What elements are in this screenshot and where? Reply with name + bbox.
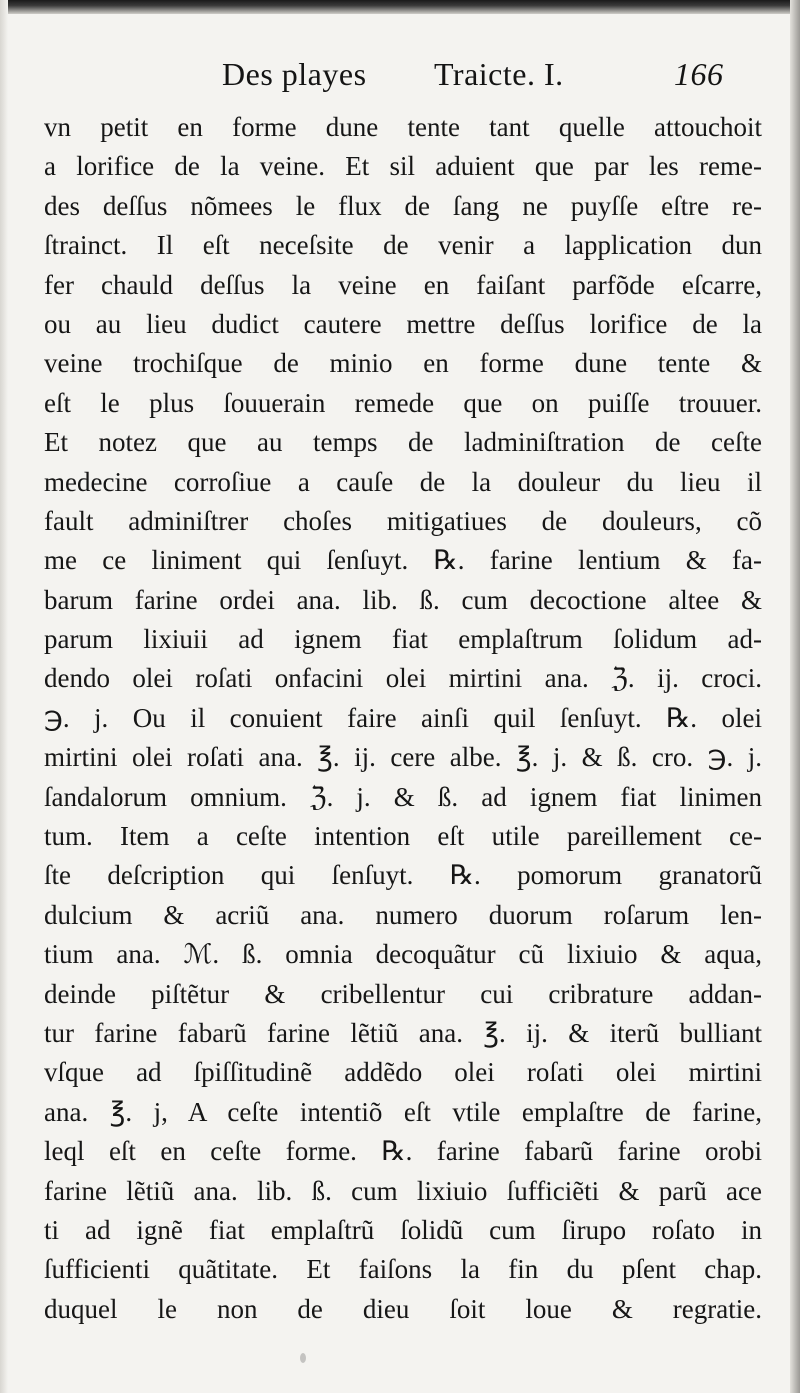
body-text [44,108,762,1329]
text-line: Et notez que au temps de ladminiſtration de ceſte [44,427,762,458]
text-line: des deſſus nõmees le flux de ſang ne puyſſe eſtre re- [44,190,762,221]
page-left-shadow [0,0,8,1393]
page-top-shadow [0,0,800,14]
page-number: 166 [674,56,724,92]
text-line: tum. Item a ceſte intention eſt utile pareillement ce- [44,821,762,852]
text-line: fer chauld deſſus la veine en faiſant parfõde eſcarre, [44,269,762,300]
text-line: fault adminiſtrer choſes mitigatiues de douleurs, cõ [44,505,762,536]
text-line: ana. ℥. j, A ceſte intentiõ eſt vtile emplaſtre de farine, [44,1096,762,1127]
text-line: eſt le plus ſouuerain remede que on puiſſe trouuer. [44,387,762,418]
text-line: ti ad ignẽ fiat emplaſtrũ ſolidũ cum ſirupo roſato in [44,1214,762,1245]
text-line: barum farine ordei ana. lib. ß. cum decoctione altee & [44,584,762,615]
text-line: ſufficienti quãtitate. Et faiſons la fin du pſent chap. [44,1254,762,1285]
page-right-shadow [790,0,800,1393]
text-line: ſtrainct. Il eſt neceſsite de venir a lapplication dun [44,230,762,261]
text-line: parum lixiuii ad ignem fiat emplaſtrum ſolidum ad- [44,624,762,655]
text-line: a lorifice de la veine. Et sil aduient que par les reme- [44,151,762,182]
text-line: veine trochiſque de minio en forme dune tente & [44,348,762,379]
text-line: tium ana. ℳ. ß. omnia decoquãtur cũ lixiuio & aqua, [44,939,762,970]
text-line: farine lẽtiũ ana. lib. ß. cum lixiuio ſufficiẽti & parũ ace [44,1175,762,1206]
text-line: deinde piſtẽtur & cribellentur cui cribrature addan- [44,978,762,1009]
text-line: medecine corroſiue a cauſe de la douleur du lieu il [44,466,762,497]
text-line: dulcium & acriũ ana. numero duorum roſarum len- [44,899,762,930]
running-head-treatise: Traicte. I. [434,56,564,92]
text-line: mirtini olei roſati ana. ℥. ij. cere albe. ℥. j. & ß. cro. ℈. j. [44,742,762,773]
text-line: tur farine fabarũ farine lẽtiũ ana. ℥. ij. & iterũ bulliant [44,1017,762,1048]
text-line: ou au lieu dudict cautere mettre deſſus lorifice de la [44,308,762,339]
text-line: vſque ad ſpiſſitudinẽ addẽdo olei roſati olei mirtini [44,1057,762,1088]
text-line: duquel le non de dieu ſoit loue & regratie. [44,1293,762,1324]
text-line: dendo olei roſati onfacini olei mirtini ana. ℨ. ij. croci. [44,663,762,694]
text-line: vn petit en forme dune tente tant quelle attouchoit [44,112,762,142]
text-line: ℈. j. Ou il conuient faire ainſi quil ſenſuyt. ℞. olei [44,702,762,733]
ink-speck [300,1353,306,1363]
text-line: leql eſt en ceſte forme. ℞. farine fabarũ farine orobi [44,1136,762,1167]
running-head-title: Des playes [222,56,367,92]
text-line: me ce liniment qui ſenſuyt. ℞. farine lentium & fa- [44,545,762,576]
text-line: ſandalorum omnium. ℨ. j. & ß. ad ignem fiat linimen [44,781,762,812]
text-line: ſte deſcription qui ſenſuyt. ℞. pomorum granatorũ [44,860,762,891]
running-header [0,56,800,100]
